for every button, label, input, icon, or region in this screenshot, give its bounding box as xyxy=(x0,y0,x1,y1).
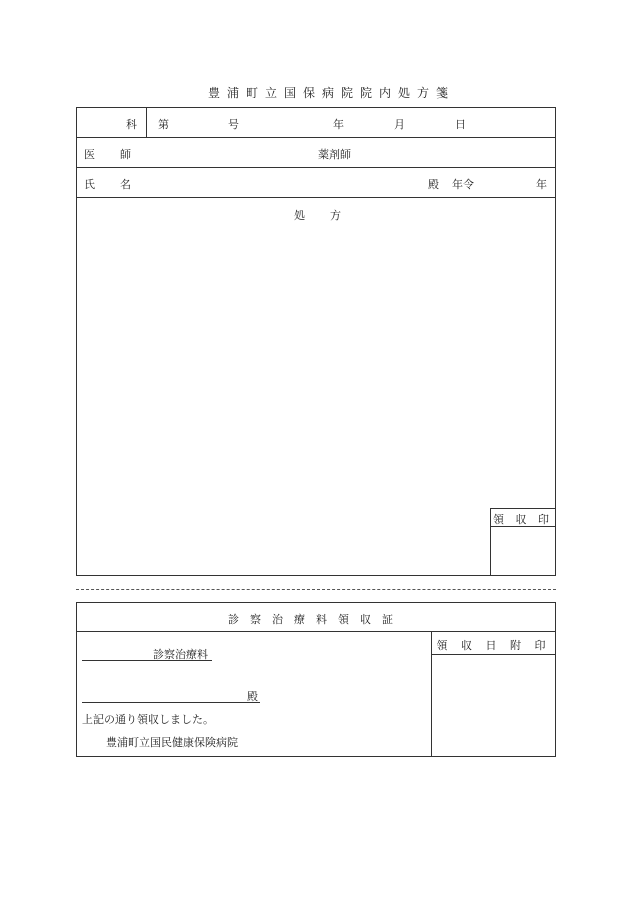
payer-name-underline xyxy=(82,702,260,703)
receipt-header-divider xyxy=(76,631,556,632)
age-label: 年令 xyxy=(452,178,474,191)
fee-label: 診察治療料 xyxy=(153,648,208,661)
prescription-form xyxy=(76,107,556,576)
date-day-label: 日 xyxy=(455,118,466,131)
received-statement: 上記の通り領収しました。 xyxy=(82,713,214,726)
row-divider xyxy=(76,167,556,168)
receipt-stamp-header: 領 収 日 附 印 xyxy=(436,639,551,652)
row-divider xyxy=(76,197,556,198)
number-suffix: 号 xyxy=(228,118,239,131)
column-divider xyxy=(146,107,147,137)
number-prefix: 第 xyxy=(158,118,169,131)
receipt-title: 診察治療料領収証 xyxy=(228,613,404,626)
date-month-label: 月 xyxy=(394,118,405,131)
honorific-label: 殿 xyxy=(428,178,439,191)
cut-line xyxy=(76,589,556,590)
date-year-label: 年 xyxy=(333,118,344,131)
stamp-box-top-border xyxy=(490,508,556,509)
receipt-stamp-label: 領 収 印 xyxy=(493,513,553,526)
department-suffix: 科 xyxy=(126,118,137,131)
patient-name-label: 氏 名 xyxy=(84,178,138,191)
prescription-heading: 処 方 xyxy=(294,209,348,222)
prescription-title: 豊浦町立国保病院院内処方箋 xyxy=(208,86,456,100)
pharmacist-label: 薬剤師 xyxy=(318,148,351,161)
row-divider xyxy=(76,137,556,138)
receipt-honorific: 殿 xyxy=(247,690,258,703)
age-unit-label: 年 xyxy=(536,178,547,191)
receipt-stamp-divider xyxy=(431,654,556,655)
hospital-name: 豊浦町立国民健康保険病院 xyxy=(106,736,238,749)
doctor-label: 医 師 xyxy=(84,148,138,161)
